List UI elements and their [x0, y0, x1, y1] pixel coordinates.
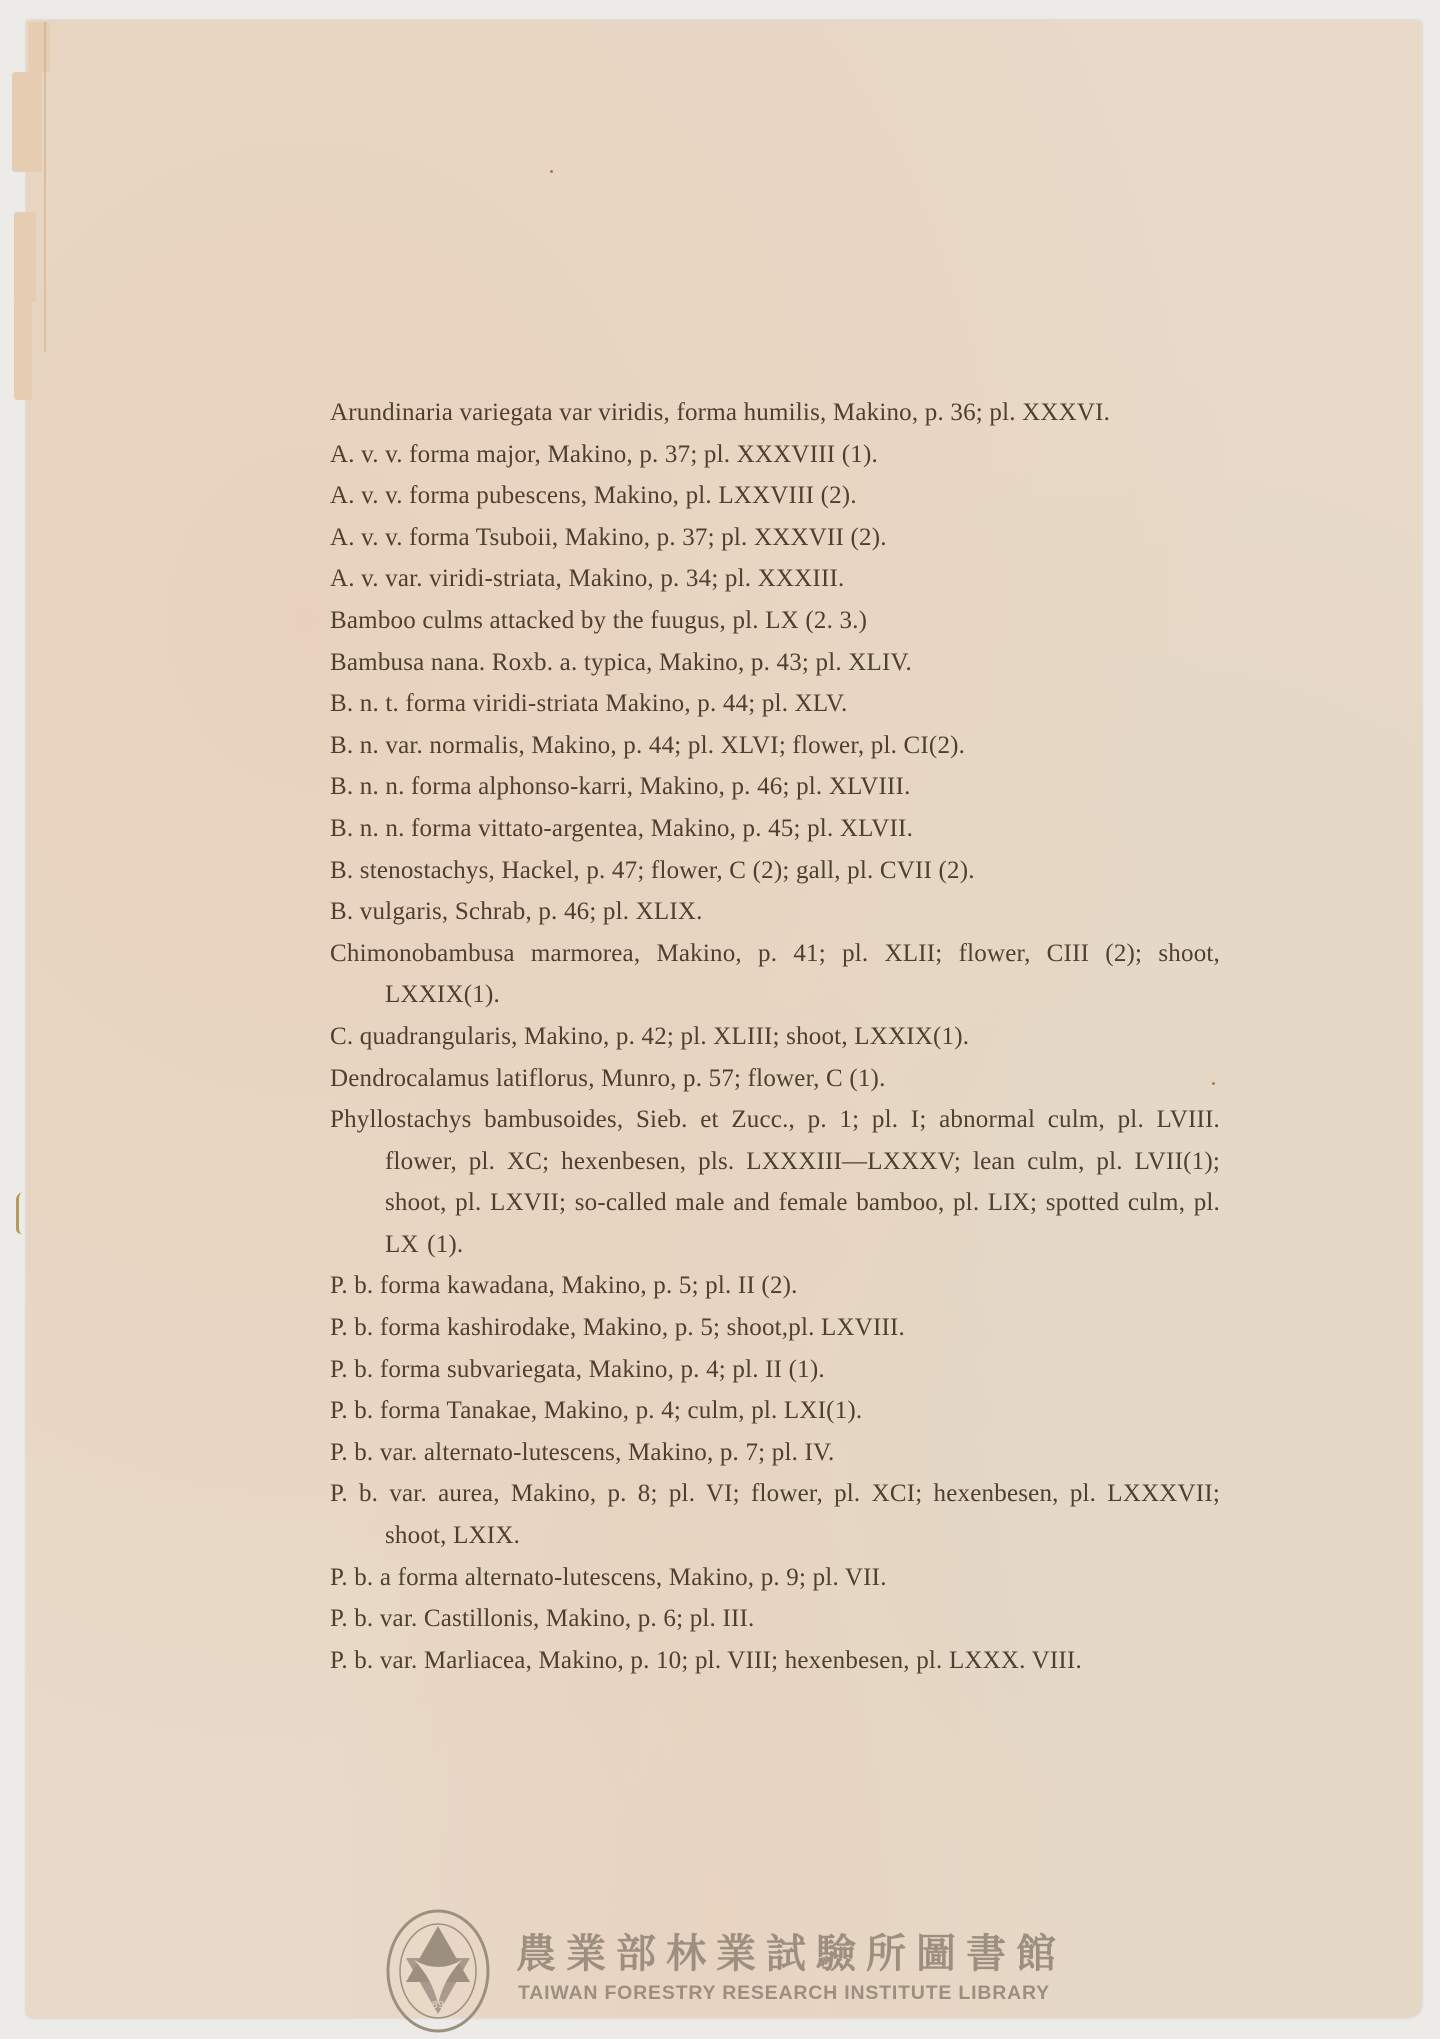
library-name-chinese: 農業部林業試驗所圖書館	[516, 1931, 1066, 1977]
index-entry: P. b. forma Tanakae, Makino, p. 4; culm, pl. LXI(1).	[330, 1397, 863, 1425]
index-entry: Arundinaria variegata var viridis, forma humilis, Makino, p. 36; pl. XXXVI.	[330, 399, 1111, 426]
index-entry: B. n. t. forma viridi-striata Makino, p. 44; pl. XLV.	[330, 690, 848, 718]
index-entry: A. v. v. forma pubescens, Makino, pl. LXXVIII (2).	[330, 482, 857, 510]
institute-seal-logo	[384, 1908, 492, 2034]
index-entry: B. n. n. forma vittato-argentea, Makino, p. 45; pl. XLVII.	[330, 814, 914, 842]
torn-edge	[28, 22, 50, 72]
library-name-english: TAIWAN FORESTRY RESEARCH INSTITUTE LIBRARY	[518, 1982, 1050, 2004]
index-entry: P. b. forma kashirodake, Makino, p. 5; shoot,pl. LXVIII.	[330, 1314, 906, 1342]
index-entry: P. b. forma subvariegata, Makino, p. 4; pl. II (1).	[330, 1355, 825, 1383]
paper-crease	[44, 22, 46, 352]
index-entry: Dendrocalamus latiflorus, Munro, p. 57; flower, C (1).	[330, 1064, 886, 1092]
torn-edge	[14, 212, 36, 302]
paper-speck	[550, 170, 553, 173]
ink-stain	[16, 1191, 29, 1235]
index-entry: A. v. v. forma Tsuboii, Makino, p. 37; pl. XXXVII (2).	[330, 523, 887, 551]
index-entry: P. b. a forma alternato-lutescens, Makino, p. 9; pl. VII.	[330, 1563, 887, 1591]
index-entry: B. stenostachys, Hackel, p. 47; flower, C (2); gall, pl. CVII (2).	[330, 856, 975, 884]
index-entry: Phyllostachys bambusoides, Sieb. et Zucc., p. 1; pl. I; abnormal culm, pl. LVIII. flower, pl. XC; hexenbesen, pls. LXXXIII—LXXXV; lean culm, pl. LVII(1); shoot, pl. LXVII; so-called male and female bamboo, pl. LIX; spotted culm, pl. LX (1).	[330, 1106, 1220, 1258]
index-entry: P. b. var. aurea, Makino, p. 8; pl. VI; flower, pl. XCI; hexenbesen, pl. LXXXVII; shoot, LXIX.	[330, 1480, 1220, 1550]
index-entry: Bamboo culms attacked by the fuugus, pl. LX (2. 3.)	[330, 606, 868, 634]
index-entry: Bambusa nana. Roxb. a. typica, Makino, p. 43; pl. XLIV.	[330, 648, 912, 676]
index-entry: Chimonobambusa marmorea, Makino, p. 41; pl. XLII; flower, CIII (2); shoot, LXXIX(1).	[330, 939, 1220, 1009]
index-entry: A. v. v. forma major, Makino, p. 37; pl. XXXVIII (1).	[330, 440, 878, 468]
index-entry: P. b. var. Castillonis, Makino, p. 6; pl. III.	[330, 1605, 755, 1633]
index-entry: P. b. forma kawadana, Makino, p. 5; pl. II (2).	[330, 1272, 798, 1300]
torn-edge	[12, 72, 42, 172]
index-entry: A. v. var. viridi-striata, Makino, p. 34; pl. XXXIII.	[330, 565, 845, 593]
index-entry: P. b. var. alternato-lutescens, Makino, p. 7; pl. IV.	[330, 1438, 835, 1466]
index-entry: B. n. n. forma alphonso-karri, Makino, p. 46; pl. XLVIII.	[330, 773, 911, 801]
index-entry: B. vulgaris, Schrab, p. 46; pl. XLIX.	[330, 898, 703, 926]
library-watermark	[384, 1908, 1084, 2034]
index-entry: B. n. var. normalis, Makino, p. 44; pl. XLVI; flower, pl. CI(2).	[330, 731, 966, 759]
index-entry: P. b. var. Marliacea, Makino, p. 10; pl. VIII; hexenbesen, pl. LXXX. VIII.	[330, 1646, 1082, 1674]
seal-year: 1896	[425, 2000, 451, 2011]
plant-index-list	[330, 392, 1220, 1681]
torn-edge	[14, 300, 32, 400]
index-entry: C. quadrangularis, Makino, p. 42; pl. XLIII; shoot, LXXIX(1).	[330, 1022, 970, 1050]
